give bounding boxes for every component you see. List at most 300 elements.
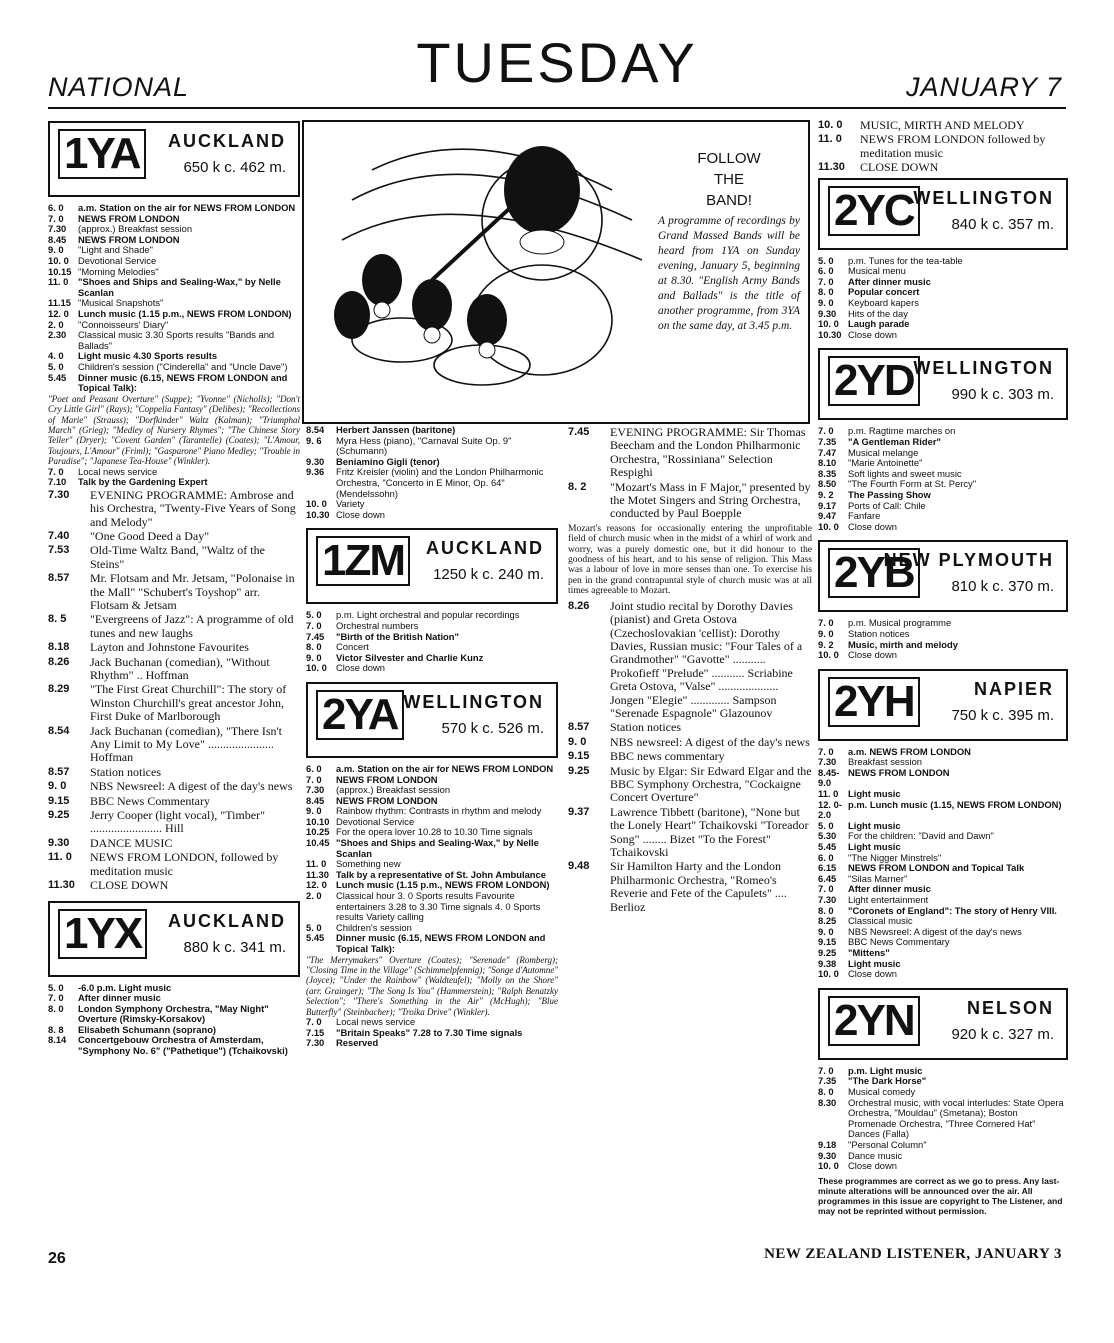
schedule-description: a.m. Station on the air for NEWS FROM LONDON xyxy=(336,762,554,774)
schedule-2ya-late xyxy=(818,119,1068,175)
schedule-description: Lunch music (1.15 p.m., NEWS FROM LONDON) xyxy=(336,879,550,891)
schedule-description: Station notices xyxy=(90,764,161,779)
schedule-2yb xyxy=(818,618,1068,660)
schedule-1yx xyxy=(48,983,300,1057)
schedule-time: 8.57 xyxy=(48,765,70,778)
evening-programme-1ya xyxy=(48,489,300,893)
schedule-description: "Mozart's Mass in F Major," presented by the Motet Singers and String Orchestra, conducted by Paul Boepple xyxy=(610,479,811,521)
station-box-1yx xyxy=(48,901,300,977)
schedule-description: "Britain Speaks" 7.28 to 7.30 Time signals xyxy=(336,1026,523,1038)
schedule-description: Local news service xyxy=(78,465,158,477)
schedule-time: 7. 0 xyxy=(48,212,64,224)
schedule-description: MUSIC, MIRTH AND MELODY xyxy=(860,118,1025,132)
dinner-music-2ya: "The Merrymakers" Overture (Coates); "Serenade" (Romberg); "Closing Time in the Village" (Schimmelpfennig); "Songe d'Automne" (Joyce); "Under the Rainbow" (Waldteufel); "Molly on the Shore" (arr. Grainger); "The Song Is You" (Hammerstein); "Ralph Benatzky Selection"; "There's Something in the Air" (McHugh); "Blue Butterfly" (Steinbacher); "Troika Drive" (Winkler). xyxy=(306,954,558,1017)
schedule-description: Popular concert xyxy=(848,286,920,298)
schedule-description: Lunch music (1.15 p.m., NEWS FROM LONDON) xyxy=(78,307,292,319)
schedule-time: 7.30 xyxy=(48,488,70,501)
schedule-description: p.m. Light music xyxy=(848,1064,923,1076)
schedule-description: DANCE MUSIC xyxy=(90,835,173,850)
station-box-2yh xyxy=(818,669,1068,741)
schedule-description: The Passing Show xyxy=(848,488,931,500)
schedule-time: 7.30 xyxy=(306,784,325,796)
schedule-description: NEWS FROM LONDON xyxy=(78,233,180,245)
schedule-time: 8.50 xyxy=(818,478,837,490)
schedule-description: Light music xyxy=(848,841,901,853)
schedule-time: 10. 0 xyxy=(306,662,327,674)
schedule-time: 5. 0 xyxy=(48,360,64,372)
schedule-2yn xyxy=(818,1066,1068,1172)
schedule-time: 9. 6 xyxy=(306,434,322,446)
schedule-item xyxy=(306,838,558,859)
station-call-sign: 2YB xyxy=(828,548,920,598)
schedule-time: 8.14 xyxy=(48,1034,67,1046)
schedule-description: Close down xyxy=(848,649,897,661)
schedule-item xyxy=(568,750,812,763)
schedule-description: BBC News Commentary xyxy=(90,793,210,808)
schedule-item xyxy=(568,481,812,521)
schedule-time: 6. 0 xyxy=(48,202,64,213)
schedule-time: 9. 0 xyxy=(818,297,834,308)
schedule-description: NBS newsreel: A digest of the day's news xyxy=(610,734,810,749)
schedule-2ya xyxy=(306,764,558,955)
schedule-time: 7.10 xyxy=(48,476,67,488)
schedule-description: "The First Great Churchill": The story of Winston Churchill's great ancestor John, First Duke of Marlborough xyxy=(90,682,287,724)
schedule-description: Herbert Janssen (baritone) xyxy=(336,425,456,435)
schedule-description: p.m. Musical programme xyxy=(848,617,952,629)
schedule-description: Musical melange xyxy=(848,446,919,458)
schedule-description: Rainbow rhythm: Contrasts in rhythm and melody xyxy=(336,805,542,817)
schedule-description: For the children: "David and Dawn" xyxy=(848,830,994,842)
schedule-description: Musical comedy xyxy=(848,1085,916,1097)
schedule-time: 9.30 xyxy=(48,836,70,849)
schedule-time: 9.15 xyxy=(48,794,70,807)
schedule-description: Layton and Johnstone Favourites xyxy=(90,640,249,655)
schedule-time: 9. 0 xyxy=(306,805,322,817)
schedule-time: 9. 0 xyxy=(568,735,587,748)
schedule-description: NEWS FROM LONDON xyxy=(336,794,438,806)
schedule-item xyxy=(818,895,1068,906)
station-frequency: 920 k c. 327 m. xyxy=(951,1025,1054,1043)
schedule-time: 7.45 xyxy=(568,426,590,438)
schedule-description: Jack Buchanan (comedian), "There Isn't Any Limit to My Love" ...................... Hoffman xyxy=(90,723,282,765)
schedule-time: 11. 0 xyxy=(818,133,842,146)
schedule-description: NEWS FROM LONDON and Topical Talk xyxy=(848,862,1025,874)
schedule-time: 7.45 xyxy=(306,630,325,642)
schedule-time: 10.45 xyxy=(306,837,330,849)
schedule-item xyxy=(48,879,300,892)
station-box-2yc xyxy=(818,178,1068,250)
schedule-time: 10.25 xyxy=(306,826,330,838)
schedule-item xyxy=(48,837,300,850)
schedule-time: 9. 0 xyxy=(48,244,64,256)
schedule-item xyxy=(48,766,300,779)
schedule-time: 5.45 xyxy=(306,932,325,944)
station-call-sign: 1YX xyxy=(58,909,147,959)
dinner-music-1ya: "Poet and Peasant Overture" (Suppe); "Yvonne" (Nicholls); "Don't Cry Little Girl" (Rays); "Coppelia Fantasy" (Delibes); "Recollections of Marie" (Strauss); "Dorfkinder" Waltz (Kalman); "Triumphal March" (Grieg); "Medley of Nursery Rhymes"; "The Chinese Story Teller" (Dryer); "Covent Garden" (Tarantelle) (Coates); "L'Amour, Toujours, L'Amour" (Friml); "Gasparone" Piano Medley; "Trouble in Paradise"; "Japanese Tea-House" (Winkler). xyxy=(48,393,300,467)
schedule-item xyxy=(306,621,558,632)
publication-line: NEW ZEALAND LISTENER, JANUARY 3 xyxy=(764,1246,1062,1262)
schedule-description: Concert xyxy=(336,641,369,653)
schedule-description: London Symphony Orchestra, "May Night" Overture (Rimsky-Korsakov) xyxy=(78,1002,269,1025)
schedule-time: 7.40 xyxy=(48,529,70,542)
schedule-item xyxy=(818,298,1068,309)
station-frequency: 810 k c. 370 m. xyxy=(951,578,1054,596)
schedule-description: CLOSE DOWN xyxy=(90,878,169,893)
schedule-item xyxy=(818,1161,1068,1172)
schedule-item xyxy=(568,765,812,805)
schedule-time: 8.54 xyxy=(306,425,325,435)
schedule-time: 10. 0 xyxy=(48,254,69,266)
schedule-item xyxy=(818,522,1068,533)
schedule-description: "A Gentleman Rider" xyxy=(848,435,941,447)
schedule-description: p.m. Lunch music (1.15, NEWS FROM LONDON) xyxy=(848,798,1062,810)
schedule-item xyxy=(818,330,1068,341)
schedule-time: 10.30 xyxy=(306,508,330,520)
schedule-description: Close down xyxy=(848,520,897,532)
schedule-description: After dinner music xyxy=(848,275,931,287)
schedule-time: 7. 0 xyxy=(818,425,834,437)
schedule-item xyxy=(306,933,558,954)
schedule-description: "The Nigger Minstrels" xyxy=(848,851,942,863)
schedule-1ya-evening xyxy=(48,467,300,488)
schedule-item xyxy=(568,806,812,860)
schedule-time: 10.15 xyxy=(48,265,72,277)
column-3 xyxy=(568,425,812,1245)
schedule-description: NEWS FROM LONDON, followed by meditation music xyxy=(90,850,279,878)
schedule-time: 11.30 xyxy=(306,868,329,880)
station-box-2yd xyxy=(818,348,1068,420)
schedule-description: Dinner music (6.15, NEWS FROM LONDON and Topical Talk): xyxy=(78,371,288,394)
schedule-time: 11.30 xyxy=(818,161,845,174)
station-frequency: 1250 k c. 240 m. xyxy=(433,566,544,584)
schedule-time: 11. 0 xyxy=(306,858,327,870)
station-frequency: 840 k c. 357 m. xyxy=(951,215,1054,233)
schedule-time: 10. 0 xyxy=(306,498,327,510)
schedule-description: Close down xyxy=(848,1160,897,1172)
station-call-sign: 2YN xyxy=(828,996,920,1046)
schedule-description: "Silas Marner" xyxy=(848,872,908,884)
schedule-time: 11. 0 xyxy=(818,788,839,800)
schedule-2ya-evening xyxy=(306,1017,558,1049)
schedule-description: Mr. Flotsam and Mr. Jetsam, "Polonaise in the Mall" "Schubert's Toyshop" arr. Flotsam & Jetsam xyxy=(90,571,295,612)
schedule-description: NEWS FROM LONDON xyxy=(78,212,180,224)
schedule-item xyxy=(818,800,1068,821)
schedule-description: Children's session xyxy=(336,921,412,933)
schedule-description: Classical music 3.30 Sports results "Bands and Ballads" xyxy=(78,329,275,351)
schedule-description: Sir Hamilton Harty and the London Philharmonic Orchestra, "Romeo's Reverie and Fete of the Capulets" .... Berlioz xyxy=(610,859,787,914)
schedule-time: 11. 0 xyxy=(48,276,69,288)
schedule-item xyxy=(48,851,300,878)
schedule-time: 9.37 xyxy=(568,805,590,818)
schedule-time: 2. 0 xyxy=(48,318,64,330)
schedule-description: "Shoes and Ships and Sealing-Wax," by Nelle Scanlan xyxy=(78,276,281,298)
schedule-item xyxy=(818,437,1068,448)
station-frequency: 750 k c. 395 m. xyxy=(951,706,1054,724)
schedule-description: Music, mirth and melody xyxy=(848,638,958,650)
schedule-item xyxy=(306,891,558,923)
schedule-description: "Light and Shade" xyxy=(78,244,153,256)
schedule-description: "Mittens" xyxy=(848,946,890,958)
schedule-item xyxy=(48,809,300,836)
schedule-time: 8. 0 xyxy=(48,1002,64,1014)
schedule-description: "Evergreens of Jazz": A programme of old tunes and new laughs xyxy=(90,612,294,640)
schedule-item xyxy=(48,544,300,571)
schedule-description: a.m. Station on the air for NEWS FROM LONDON xyxy=(78,202,296,213)
schedule-description: "Musical Snapshots" xyxy=(78,297,164,309)
schedule-description: "Shoes and Ships and Sealing-Wax," by Nelle Scanlan xyxy=(336,837,539,859)
schedule-description: "Morning Melodies" xyxy=(78,265,159,277)
column-4 xyxy=(818,118,1068,1238)
station-city: AUCKLAND xyxy=(168,910,286,931)
schedule-item xyxy=(818,768,1068,789)
schedule-time: 8.57 xyxy=(568,721,590,734)
schedule-description: Ports of Call: Chile xyxy=(848,499,926,511)
schedule-description: Beniamino Gigli (tenor) xyxy=(336,455,440,467)
schedule-time: 5. 0 xyxy=(306,609,322,621)
schedule-description: NBS Newsreel: A digest of the day's news xyxy=(848,925,1022,937)
schedule-time: 7.47 xyxy=(818,446,837,458)
schedule-time: 8.57 xyxy=(48,572,70,585)
schedule-description: Devotional Service xyxy=(78,254,157,266)
schedule-description: "Birth of the British Nation" xyxy=(336,630,459,642)
column-2 xyxy=(306,425,558,1255)
schedule-time: 11. 0 xyxy=(48,851,72,864)
schedule-description: Jerry Cooper (light vocal), "Timber" ........................ Hill xyxy=(90,808,265,836)
schedule-item xyxy=(48,309,300,320)
schedule-time: 9.25 xyxy=(48,809,70,822)
schedule-time: 7. 0 xyxy=(818,275,834,287)
schedule-time: 5.45 xyxy=(48,371,67,383)
page-number: 26 xyxy=(48,1250,66,1267)
schedule-time: 10. 0 xyxy=(818,318,839,330)
schedule-time: 2. 0 xyxy=(306,890,322,902)
station-call-sign: 2YC xyxy=(828,186,920,236)
schedule-description: EVENING PROGRAMME: Ambrose and his Orchestra, "Twenty-Five Years of Song and Melody" xyxy=(90,487,296,529)
schedule-description: Something new xyxy=(336,858,401,870)
feature-heading-line: FOLLOW xyxy=(697,150,761,167)
schedule-description: -6.0 p.m. Light music xyxy=(78,981,172,993)
schedule-description: Orchestral music, with vocal interludes: State Opera Orchestra, "Mouldau" (Smetana); Boston Promenade Orchestra, "Three Cornered Hat" Dances (Falla) xyxy=(848,1096,1064,1140)
schedule-description: Old-Time Waltz Band, "Waltz of the Steins" xyxy=(90,543,265,571)
schedule-item xyxy=(48,330,300,351)
brass-band-illustration xyxy=(312,130,648,412)
schedule-item xyxy=(48,1035,300,1056)
schedule-time: 8.30 xyxy=(818,1096,837,1108)
schedule-time: 7. 0 xyxy=(818,745,834,757)
header-rule xyxy=(48,107,1066,109)
header-national: NATIONAL xyxy=(48,72,190,102)
schedule-time: 10. 0 xyxy=(818,649,839,661)
schedule-time: 9.25 xyxy=(568,764,590,777)
schedule-time: 9.25 xyxy=(818,946,837,958)
schedule-description: Keyboard kapers xyxy=(848,297,919,308)
schedule-time: 6. 0 xyxy=(818,851,834,863)
schedule-description: Light music 4.30 Sports results xyxy=(78,350,218,362)
schedule-time: 10.10 xyxy=(306,815,330,827)
schedule-time: 9.15 xyxy=(568,750,590,763)
station-city: AUCKLAND xyxy=(168,131,286,151)
schedule-description: Close down xyxy=(336,662,385,674)
schedule-time: 10. 0 xyxy=(818,119,843,131)
schedule-description: "Coronets of England": The story of Henry VIII. xyxy=(848,904,1057,916)
schedule-item xyxy=(48,656,300,683)
schedule-time: 8.29 xyxy=(48,683,70,696)
schedule-time: 12. 0 xyxy=(306,879,327,891)
station-box-2yb xyxy=(818,540,1068,612)
schedule-1ya-continued xyxy=(306,425,558,520)
schedule-time: 10. 0 xyxy=(818,1160,839,1172)
schedule-item xyxy=(306,436,558,457)
schedule-description: Hits of the day xyxy=(848,307,908,319)
schedule-time: 7.53 xyxy=(48,544,70,557)
schedule-description: Dinner music (6.15, NEWS FROM LONDON and Topical Talk): xyxy=(336,932,546,954)
schedule-description: NEWS FROM LONDON xyxy=(336,773,438,785)
schedule-description: Jack Buchanan (comedian), "Without Rhythm" .. Hoffman xyxy=(90,654,270,682)
schedule-time: 8.26 xyxy=(48,655,70,668)
schedule-description: (approx.) Breakfast session xyxy=(78,223,193,235)
schedule-time: 9.47 xyxy=(818,510,837,522)
station-call-sign: 1ZM xyxy=(316,536,410,586)
schedule-time: 12. 0-2.0 xyxy=(818,798,842,821)
schedule-time: 9. 0 xyxy=(818,925,834,937)
station-call-sign: 2YA xyxy=(316,690,404,740)
station-box-2yn xyxy=(818,988,1068,1060)
schedule-description: p.m. Light orchestral and popular recordings xyxy=(336,609,520,621)
station-frequency: 650 k c. 462 m. xyxy=(183,159,286,176)
schedule-time: 5. 0 xyxy=(48,981,64,993)
schedule-item xyxy=(818,948,1068,959)
schedule-description: Talk by a representative of St. John Ambulance xyxy=(336,868,546,880)
schedule-description: Light music xyxy=(848,957,901,969)
schedule-time: 7.30 xyxy=(48,223,67,235)
schedule-description: Concertgebouw Orchestra of Amsterdam, "Symphony No. 6" ("Pathetique") (Tchaikovski) xyxy=(78,1034,288,1057)
schedule-time: 5.30 xyxy=(818,830,837,842)
station-frequency: 880 k c. 341 m. xyxy=(183,938,286,956)
header-date: JANUARY 7 xyxy=(905,72,1062,102)
schedule-time: 9. 0 xyxy=(48,780,67,793)
schedule-item xyxy=(48,277,300,298)
schedule-description: "The Fourth Form at St. Percy" xyxy=(848,478,977,490)
schedule-time: 7. 0 xyxy=(306,619,322,631)
schedule-item xyxy=(48,572,300,612)
schedule-item xyxy=(818,650,1068,661)
station-city: WELLINGTON xyxy=(403,691,544,712)
schedule-time: 2.30 xyxy=(48,329,67,341)
schedule-description: CLOSE DOWN xyxy=(860,160,939,175)
schedule-2yh xyxy=(818,747,1068,980)
schedule-description: NEWS FROM LONDON xyxy=(848,766,950,778)
feature-heading-line: THE xyxy=(714,171,744,188)
evening-programme-2ya xyxy=(568,426,812,521)
schedule-description: Station notices xyxy=(848,627,910,639)
schedule-item xyxy=(48,489,300,529)
schedule-description: After dinner music xyxy=(78,992,161,1004)
schedule-item xyxy=(568,721,812,734)
schedule-time: 7.30 xyxy=(818,894,837,905)
schedule-time: 8. 0 xyxy=(818,904,834,916)
schedule-time: 7. 0 xyxy=(306,1016,322,1028)
feature-heading xyxy=(656,148,802,211)
schedule-item xyxy=(568,860,812,914)
schedule-description: Fritz Kreisler (violin) and the London Philharmonic Orchestra, "Concerto in E Minor, Op. 64" (Mendelssohn) xyxy=(336,466,544,499)
schedule-2yc xyxy=(818,256,1068,341)
schedule-item xyxy=(48,780,300,793)
station-call-sign: 1YA xyxy=(58,129,146,179)
schedule-description: NBS Newsreel: A digest of the day's news xyxy=(90,779,293,794)
schedule-item xyxy=(48,683,300,723)
schedule-description: Reserved xyxy=(336,1037,379,1049)
schedule-time: 7. 0 xyxy=(306,773,322,785)
schedule-time: 12. 0 xyxy=(48,307,69,319)
schedule-time: 8.35 xyxy=(818,467,837,479)
schedule-time: 11.30 xyxy=(48,879,75,892)
schedule-item xyxy=(568,426,812,480)
schedule-time: 9.30 xyxy=(818,307,837,319)
schedule-time: 8.45-9.0 xyxy=(818,766,840,789)
schedule-time: 9.36 xyxy=(306,466,325,478)
schedule-description: For the opera lover 10.28 to 10.30 Time signals xyxy=(336,826,533,838)
schedule-description: Station notices xyxy=(610,720,681,735)
schedule-description: Classical hour 3. 0 Sports results Favourite entertainers 3.28 to 3.30 Time signals 4. 0 Sports results Variety calling xyxy=(336,890,541,923)
schedule-time: 9. 2 xyxy=(818,488,834,500)
station-box-1ya xyxy=(48,121,300,197)
schedule-2yd xyxy=(818,426,1068,532)
schedule-time: 5. 0 xyxy=(818,254,834,266)
schedule-description: Orchestral numbers xyxy=(336,619,419,631)
schedule-time: 9.18 xyxy=(818,1138,837,1150)
schedule-item xyxy=(48,203,300,214)
schedule-time: 8.45 xyxy=(306,794,325,806)
schedule-item xyxy=(306,1038,558,1049)
schedule-description: "Connoisseurs' Diary" xyxy=(78,318,169,330)
schedule-description: "Marie Antoinette" xyxy=(848,457,923,469)
schedule-description: Victor Silvester and Charlie Kunz xyxy=(336,651,484,663)
schedule-item xyxy=(48,795,300,808)
schedule-time: 7. 0 xyxy=(48,465,64,477)
schedule-item xyxy=(48,725,300,765)
schedule-description: a.m. NEWS FROM LONDON xyxy=(848,745,971,757)
schedule-item xyxy=(306,467,558,499)
schedule-time: 5. 0 xyxy=(818,819,834,831)
schedule-time: 8.25 xyxy=(818,915,837,927)
schedule-time: 7.30 xyxy=(306,1037,325,1049)
schedule-description: After dinner music xyxy=(848,883,931,895)
schedule-time: 9. 2 xyxy=(818,638,834,650)
schedule-time: 9. 0 xyxy=(306,651,322,663)
schedule-time: 8. 2 xyxy=(568,480,587,493)
schedule-description: "The Dark Horse" xyxy=(848,1075,927,1087)
schedule-description: Light entertainment xyxy=(848,894,929,905)
schedule-description: Music by Elgar: Sir Edward Elgar and the BBC Symphony Orchestra, "Cockaigne Concert Overture" xyxy=(610,763,812,805)
schedule-time: 8.45 xyxy=(48,233,67,245)
schedule-item xyxy=(818,490,1068,501)
feature-box xyxy=(302,120,810,424)
schedule-time: 6. 0 xyxy=(306,762,322,774)
schedule-item xyxy=(48,477,300,488)
station-frequency: 990 k c. 303 m. xyxy=(951,386,1054,404)
schedule-time: 5. 0 xyxy=(306,921,322,933)
schedule-time: 8. 5 xyxy=(48,613,67,626)
schedule-item xyxy=(306,425,558,436)
schedule-item xyxy=(48,1004,300,1025)
schedule-description: Variety xyxy=(336,498,365,510)
schedule-description: Musical menu xyxy=(848,265,906,277)
schedule-time: 6. 0 xyxy=(818,265,834,277)
station-call-sign: 2YD xyxy=(828,356,920,406)
schedule-time: 6.45 xyxy=(818,872,837,884)
schedule-item xyxy=(48,256,300,267)
schedule-time: 8.54 xyxy=(48,724,70,737)
